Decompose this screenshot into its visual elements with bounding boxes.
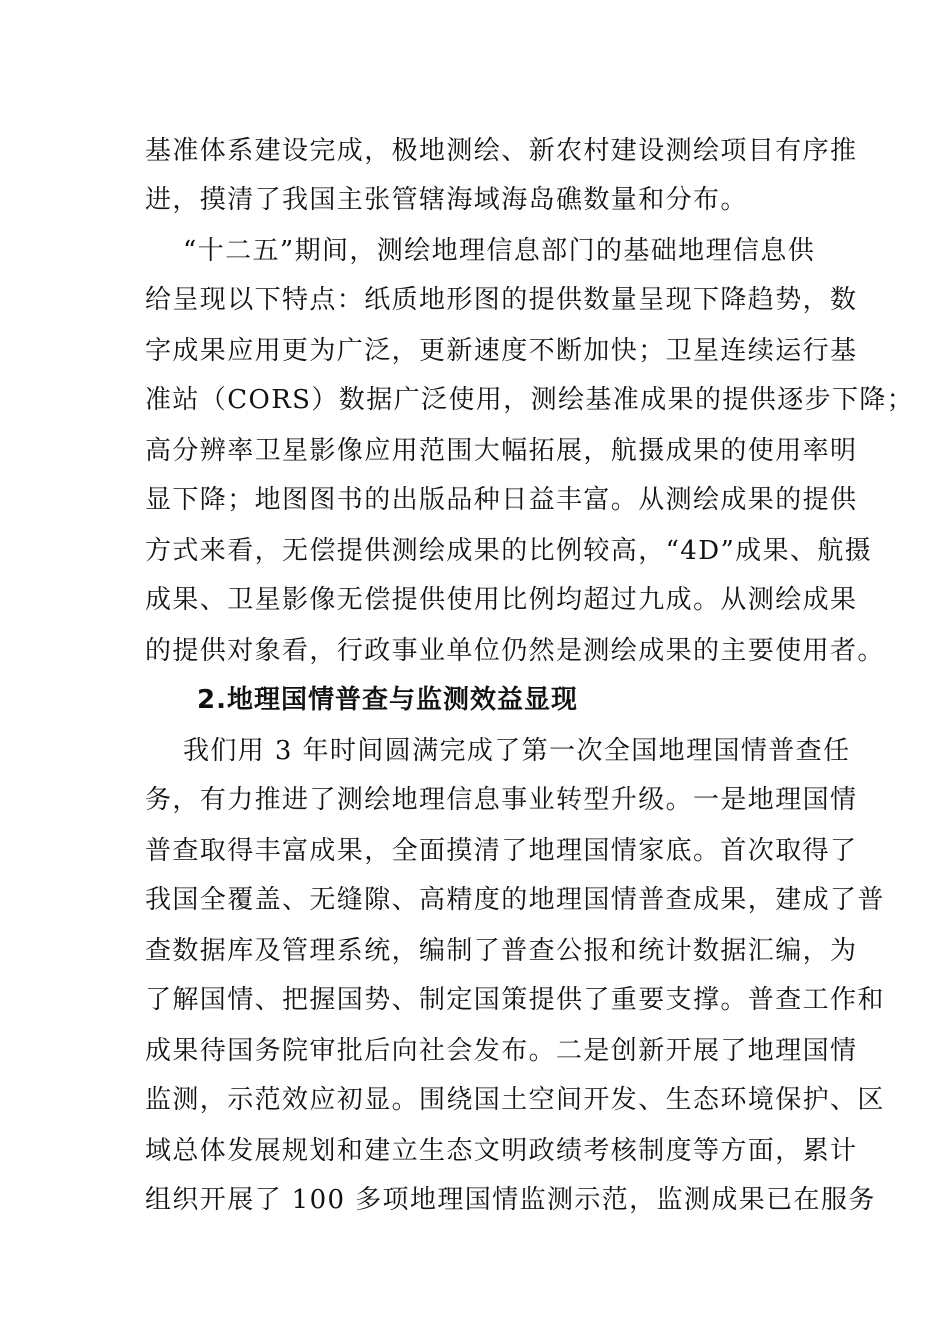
paragraph-line: 给呈现以下特点：纸质地形图的提供数量呈现下降趋势，数 <box>145 285 858 315</box>
paragraph-line: 字成果应用更为广泛，更新速度不断加快；卫星连续运行基 <box>145 336 858 366</box>
paragraph-line: 进，摸清了我国主张管辖海域海岛礁数量和分布。 <box>145 185 748 215</box>
paragraph-line: 普查取得丰富成果，全面摸清了地理国情家底。首次取得了 <box>145 836 858 866</box>
paragraph-line: 我国全覆盖、无缝隙、高精度的地理国情普查成果，建成了普 <box>145 885 885 915</box>
paragraph-line: 高分辨率卫星影像应用范围大幅拓展，航摄成果的使用率明 <box>145 436 858 466</box>
paragraph-line: 域总体发展规划和建立生态文明政绩考核制度等方面，累计 <box>145 1136 858 1166</box>
paragraph-line: 准站（CORS）数据广泛使用，测绘基准成果的提供逐步下降； <box>145 385 915 415</box>
paragraph-line: 显下降；地图图书的出版品种日益丰富。从测绘成果的提供 <box>145 485 858 515</box>
section-heading: 2.地理国情普查与监测效益显现 <box>197 685 578 715</box>
paragraph-line: “十二五”期间，测绘地理信息部门的基础地理信息供 <box>183 236 816 266</box>
paragraph-line: 我们用 3 年时间圆满完成了第一次全国地理国情普查任 <box>183 736 851 766</box>
paragraph-line: 成果、卫星影像无偿提供使用比例均超过九成。从测绘成果 <box>145 585 858 615</box>
paragraph-line: 了解国情、把握国势、制定国策提供了重要支撑。普查工作和 <box>145 985 885 1015</box>
paragraph-line: 查数据库及管理系统，编制了普查公报和统计数据汇编，为 <box>145 936 858 966</box>
paragraph-line: 监测，示范效应初显。围绕国土空间开发、生态环境保护、区 <box>145 1085 885 1115</box>
paragraph-line: 组织开展了 100 多项地理国情监测示范，监测成果已在服务 <box>145 1185 876 1215</box>
paragraph-line: 基准体系建设完成，极地测绘、新农村建设测绘项目有序推 <box>145 136 858 166</box>
paragraph-line: 的提供对象看，行政事业单位仍然是测绘成果的主要使用者。 <box>145 636 885 666</box>
paragraph-line: 方式来看，无偿提供测绘成果的比例较高，“4D”成果、航摄 <box>145 536 873 566</box>
paragraph-line: 务，有力推进了测绘地理信息事业转型升级。一是地理国情 <box>145 785 858 815</box>
paragraph-line: 成果待国务院审批后向社会发布。二是创新开展了地理国情 <box>145 1036 858 1066</box>
